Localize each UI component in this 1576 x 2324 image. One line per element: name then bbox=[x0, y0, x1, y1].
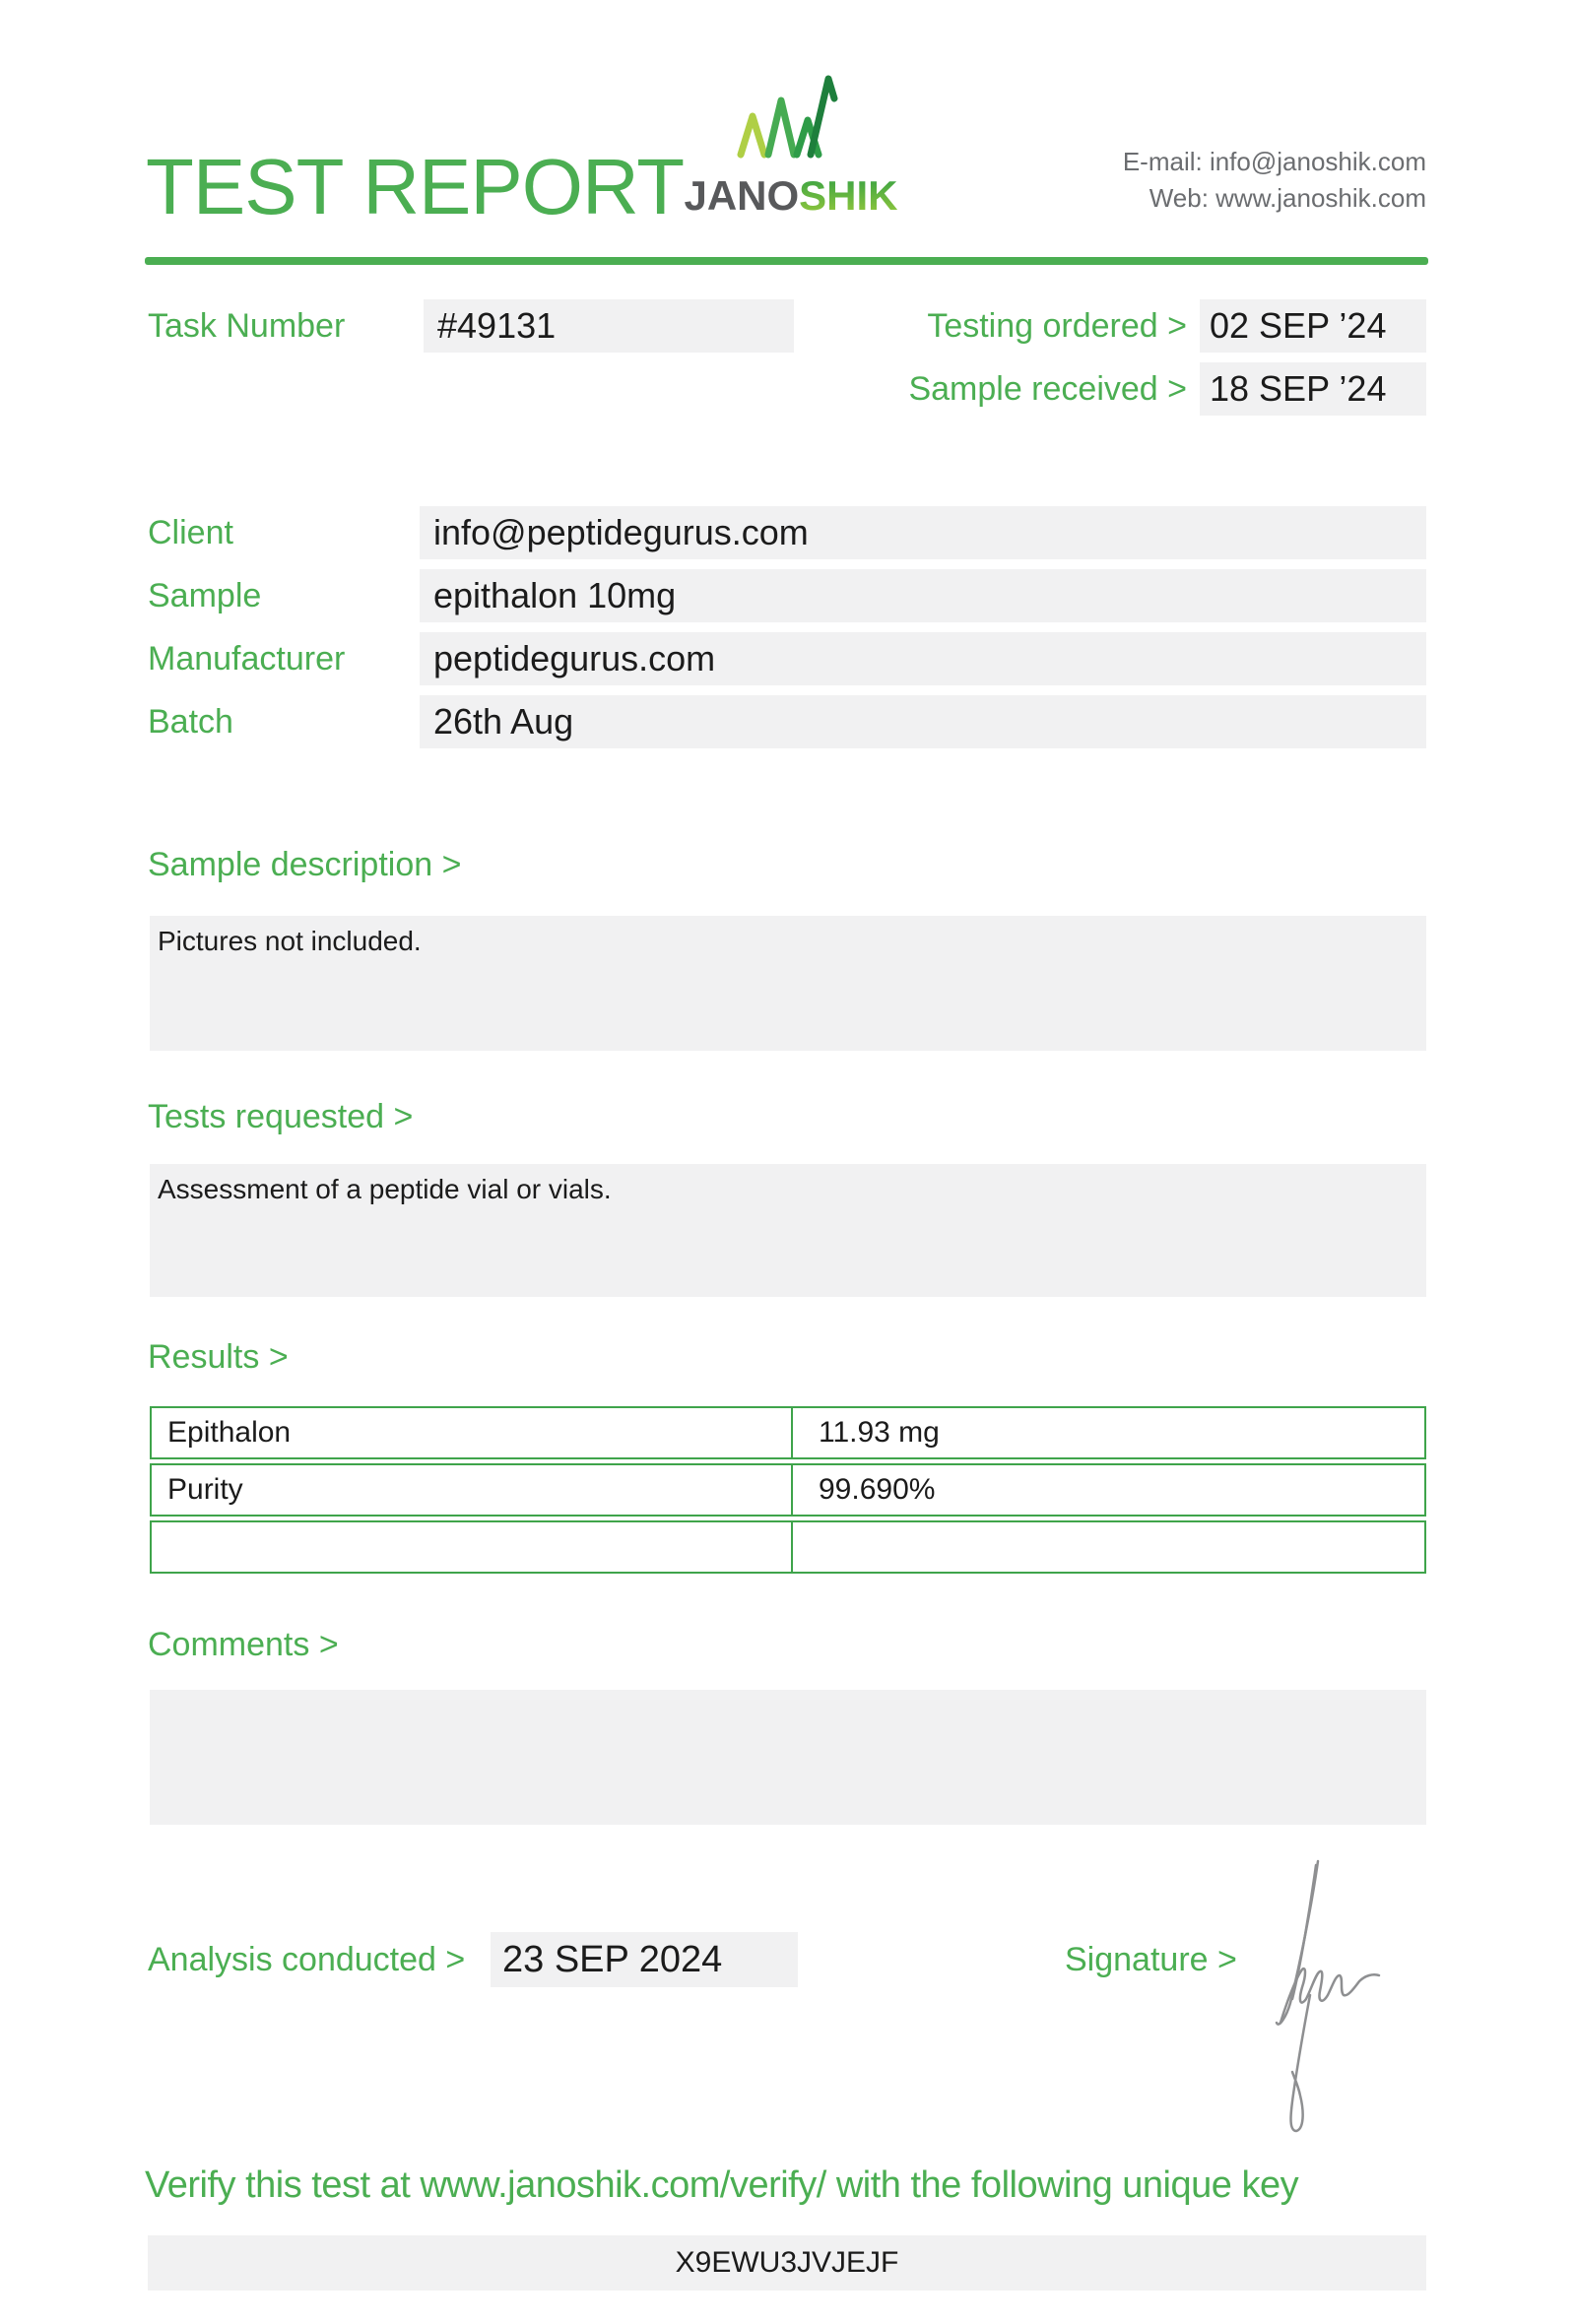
batch-label: Batch bbox=[148, 703, 233, 741]
signature-label: Signature > bbox=[1065, 1941, 1237, 1978]
task-number-value: #49131 bbox=[437, 305, 557, 346]
sample-received-label: Sample received > bbox=[908, 370, 1187, 408]
comments-box bbox=[150, 1690, 1426, 1825]
signature-image bbox=[1251, 1830, 1468, 2140]
sample-description-box bbox=[150, 916, 1426, 1051]
batch-field bbox=[420, 695, 1426, 748]
result-value-cell bbox=[793, 1522, 1424, 1572]
result-name-cell bbox=[152, 1522, 793, 1572]
header-divider bbox=[145, 257, 1428, 265]
comments-heading: Comments > bbox=[148, 1626, 339, 1663]
tests-requested-text: Assessment of a peptide vial or vials. bbox=[158, 1174, 612, 1204]
contact-info bbox=[1123, 144, 1426, 217]
unique-key-value: X9EWU3JVJEJF bbox=[675, 2246, 899, 2279]
sample-received-field bbox=[1200, 362, 1426, 416]
sample-label: Sample bbox=[148, 577, 262, 614]
testing-ordered-date: 02 SEP ’24 bbox=[1210, 305, 1387, 346]
batch-value: 26th Aug bbox=[433, 701, 574, 742]
logo-wordmark: JANOSHIK bbox=[684, 172, 898, 219]
page-title: TEST REPORT bbox=[146, 143, 685, 230]
manufacturer-label: Manufacturer bbox=[148, 640, 346, 678]
analysis-conducted-label: Analysis conducted > bbox=[148, 1941, 466, 1978]
result-value-cell: 99.690% bbox=[819, 1473, 936, 1506]
janoshik-logo bbox=[678, 69, 904, 219]
analysis-date-field bbox=[491, 1932, 798, 1987]
results-heading: Results > bbox=[148, 1338, 289, 1376]
sample-field bbox=[420, 569, 1426, 622]
task-number-label: Task Number bbox=[148, 307, 346, 345]
result-name-cell: Epithalon bbox=[152, 1408, 793, 1457]
testing-ordered-field bbox=[1200, 299, 1426, 353]
client-field bbox=[420, 506, 1426, 559]
sample-description-text: Pictures not included. bbox=[158, 926, 422, 956]
task-number-field bbox=[424, 299, 794, 353]
sample-value: epithalon 10mg bbox=[433, 575, 677, 615]
client-label: Client bbox=[148, 514, 233, 551]
tests-requested-heading: Tests requested > bbox=[148, 1098, 414, 1135]
verify-instruction: Verify this test at www.janoshik.com/verify/ with the following unique key bbox=[145, 2164, 1299, 2206]
contact-web: Web: www.janoshik.com bbox=[1149, 183, 1426, 213]
comments-text bbox=[150, 1690, 1426, 1698]
growth-chart-icon bbox=[741, 79, 834, 155]
unique-key-field bbox=[148, 2235, 1426, 2291]
result-value-cell: 11.93 mg bbox=[819, 1416, 940, 1449]
analysis-date-value: 23 SEP 2024 bbox=[502, 1939, 723, 1980]
result-name-cell: Purity bbox=[152, 1465, 793, 1515]
testing-ordered-label: Testing ordered > bbox=[927, 307, 1187, 345]
tests-requested-box bbox=[150, 1164, 1426, 1297]
manufacturer-value: peptidegurus.com bbox=[433, 638, 716, 678]
table-row bbox=[150, 1406, 1426, 1459]
client-value: info@peptidegurus.com bbox=[433, 512, 809, 552]
table-row bbox=[150, 1520, 1426, 1574]
contact-email: E-mail: info@janoshik.com bbox=[1122, 147, 1426, 176]
table-row bbox=[150, 1463, 1426, 1517]
sample-description-heading: Sample description > bbox=[148, 846, 462, 883]
sample-received-date: 18 SEP ’24 bbox=[1210, 368, 1387, 409]
manufacturer-field bbox=[420, 632, 1426, 685]
